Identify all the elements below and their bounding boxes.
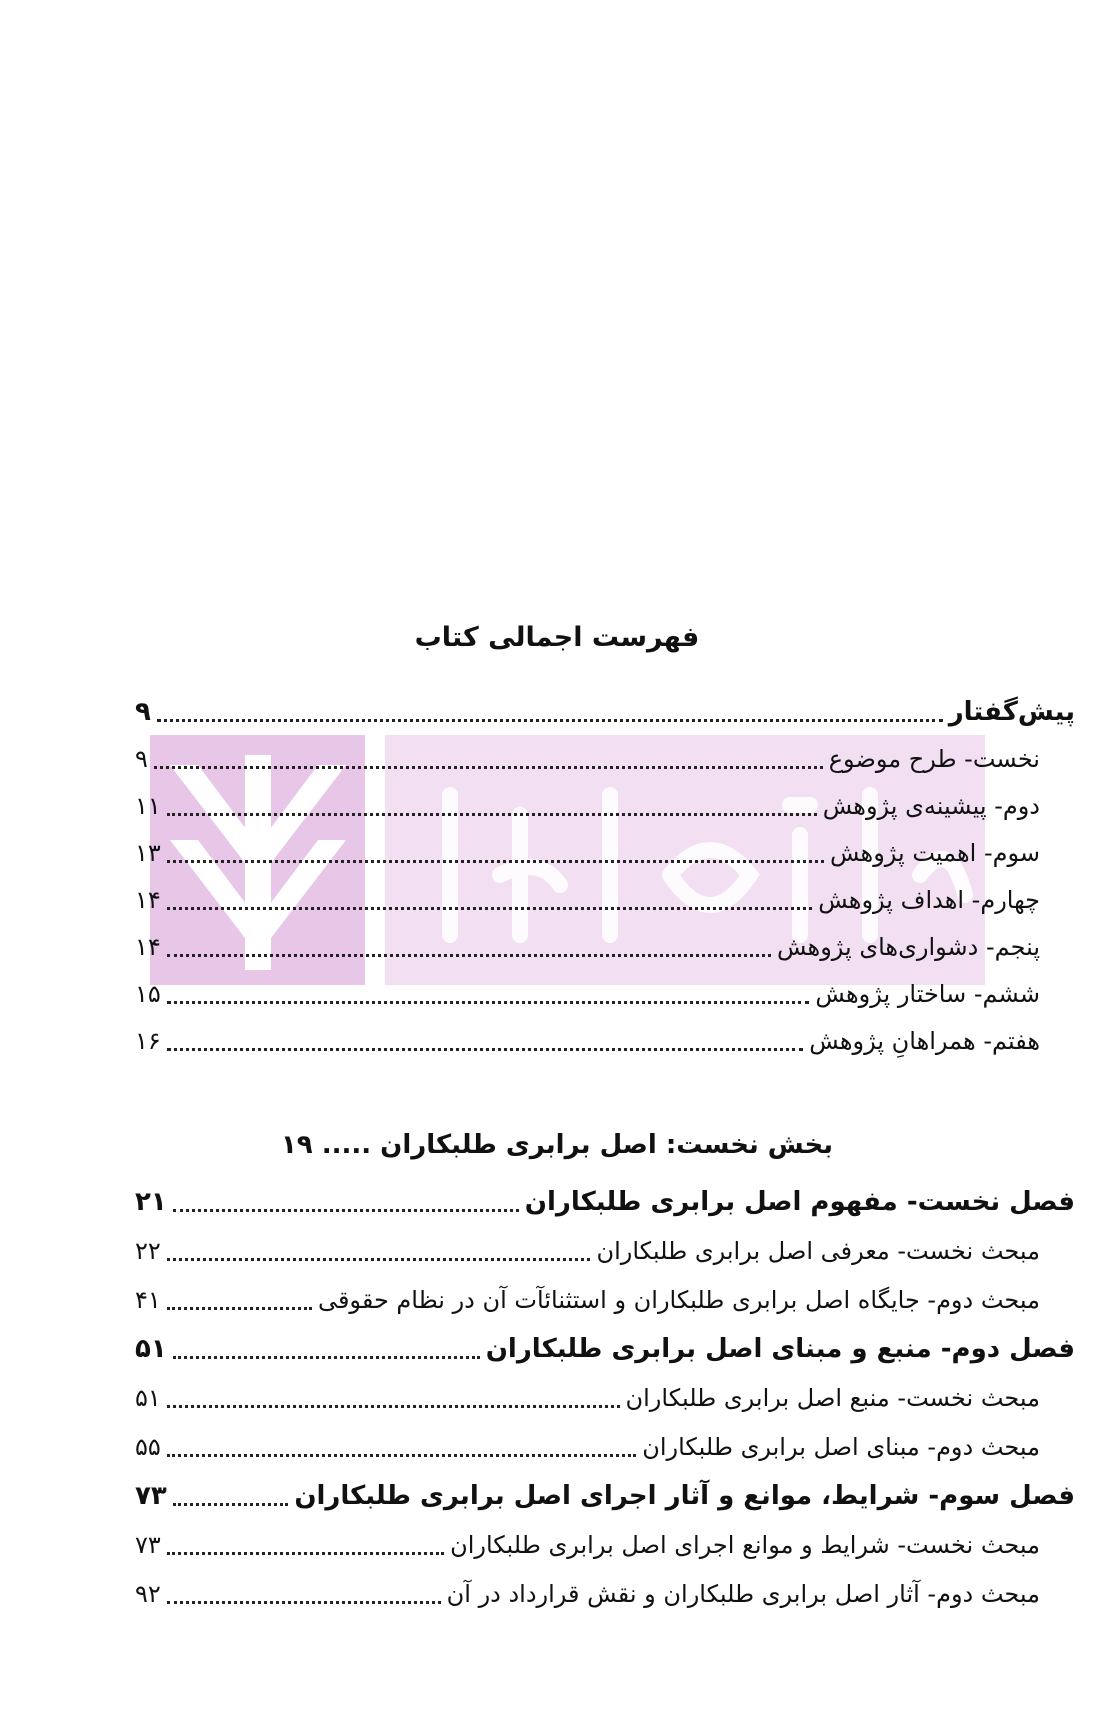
toc-section	[135, 1229, 1040, 1273]
leader-dots	[167, 813, 817, 816]
toc-section	[135, 1376, 1040, 1420]
toc-label: مبحث دوم- جایگاه اصل برابری طلبکاران و استثنائآت آن در نظام حقوقی	[317, 1286, 1040, 1314]
toc-section	[135, 1278, 1040, 1322]
toc-label: نخست- طرح موضوع	[828, 745, 1040, 773]
leader-dots	[157, 719, 943, 722]
toc-item	[135, 784, 1040, 828]
toc-page-number: ۱۳	[135, 839, 161, 867]
toc-page-number: ۲۲	[135, 1237, 161, 1265]
toc-label: مبحث دوم- آثار اصل برابری طلبکاران و نقش قرارداد در آن	[446, 1580, 1040, 1608]
toc-page-number: ۱۵	[135, 980, 161, 1008]
toc-label: فصل نخست- مفهوم اصل برابری طلبکاران	[524, 1187, 1075, 1217]
toc-page-number: ۹	[135, 745, 148, 773]
toc-label: پنجم- دشواری‌های پژوهش	[776, 933, 1040, 961]
part-title: بخش نخست: اصل برابری طلبکاران ..... ۱۹	[280, 1130, 834, 1160]
toc-label: پیش‌گفتار	[948, 697, 1075, 727]
toc-label: ششم- ساختار پژوهش	[815, 980, 1040, 1008]
toc-label: مبحث نخست- شرایط و موانع اجرای اصل برابری طلبکاران	[450, 1531, 1040, 1559]
toc-label: مبحث نخست- معرفی اصل برابری طلبکاران	[596, 1237, 1040, 1265]
toc-label: فصل دوم- منبع و مبنای اصل برابری طلبکاران	[485, 1334, 1075, 1364]
toc-page-number: ۲۱	[135, 1187, 167, 1217]
toc-item	[135, 925, 1040, 969]
toc-page-number: ۷۳	[135, 1481, 167, 1511]
toc-item	[135, 737, 1040, 781]
toc-label: دوم- پیشینه‌ی پژوهش	[822, 792, 1040, 820]
toc-page-number: ۴۱	[135, 1286, 161, 1314]
leader-dots	[167, 907, 812, 910]
toc-label: فصل سوم- شرایط، موانع و آثار اجرای اصل برابری طلبکاران	[294, 1481, 1075, 1511]
toc-item	[135, 1019, 1040, 1063]
toc-section	[135, 1572, 1040, 1616]
toc-page-number: ۱۴	[135, 886, 161, 914]
toc-page-number: ۵۱	[135, 1384, 161, 1412]
toc-label: مبحث دوم- مبنای اصل برابری طلبکاران	[642, 1433, 1040, 1461]
leader-dots	[167, 1601, 441, 1604]
toc-page-number: ۱۶	[135, 1027, 161, 1055]
leader-dots	[167, 1307, 312, 1310]
leader-dots	[167, 1405, 620, 1408]
toc-label: سوم- اهمیت پژوهش	[829, 839, 1040, 867]
toc-page-number: ۹	[135, 697, 151, 727]
toc-item	[135, 831, 1040, 875]
leader-dots	[173, 1503, 289, 1506]
toc-page-number: ۵۱	[135, 1334, 167, 1364]
toc-chapter	[135, 1327, 1075, 1371]
toc-page-number: ۱۱	[135, 792, 161, 820]
toc-page-number: ۷۳	[135, 1531, 161, 1559]
toc-chapter	[135, 1180, 1075, 1224]
toc-label: هفتم- همراهانِ پژوهش	[809, 1027, 1040, 1055]
toc-item	[135, 972, 1040, 1016]
toc-section	[135, 1523, 1040, 1567]
leader-dots	[173, 1209, 519, 1212]
leader-dots	[167, 1454, 636, 1457]
page-title: فهرست اجمالی کتاب	[414, 622, 700, 653]
toc-item	[135, 878, 1040, 922]
toc-page-number: ۹۲	[135, 1580, 161, 1608]
leader-dots	[167, 954, 771, 957]
toc-label: چهارم- اهداف پژوهش	[818, 886, 1040, 914]
leader-dots	[167, 1048, 803, 1051]
leader-dots	[167, 860, 824, 863]
toc-chapter	[135, 1474, 1075, 1518]
toc-heading-preface	[135, 690, 1075, 734]
toc-label: مبحث نخست- منبع اصل برابری طلبکاران	[625, 1384, 1040, 1412]
leader-dots	[167, 1552, 444, 1555]
leader-dots	[167, 1001, 810, 1004]
toc-section	[135, 1425, 1040, 1469]
toc-page-number: ۱۴	[135, 933, 161, 961]
leader-dots	[154, 766, 823, 769]
leader-dots	[173, 1356, 480, 1359]
toc-page-number: ۵۵	[135, 1433, 161, 1461]
leader-dots	[167, 1258, 591, 1261]
